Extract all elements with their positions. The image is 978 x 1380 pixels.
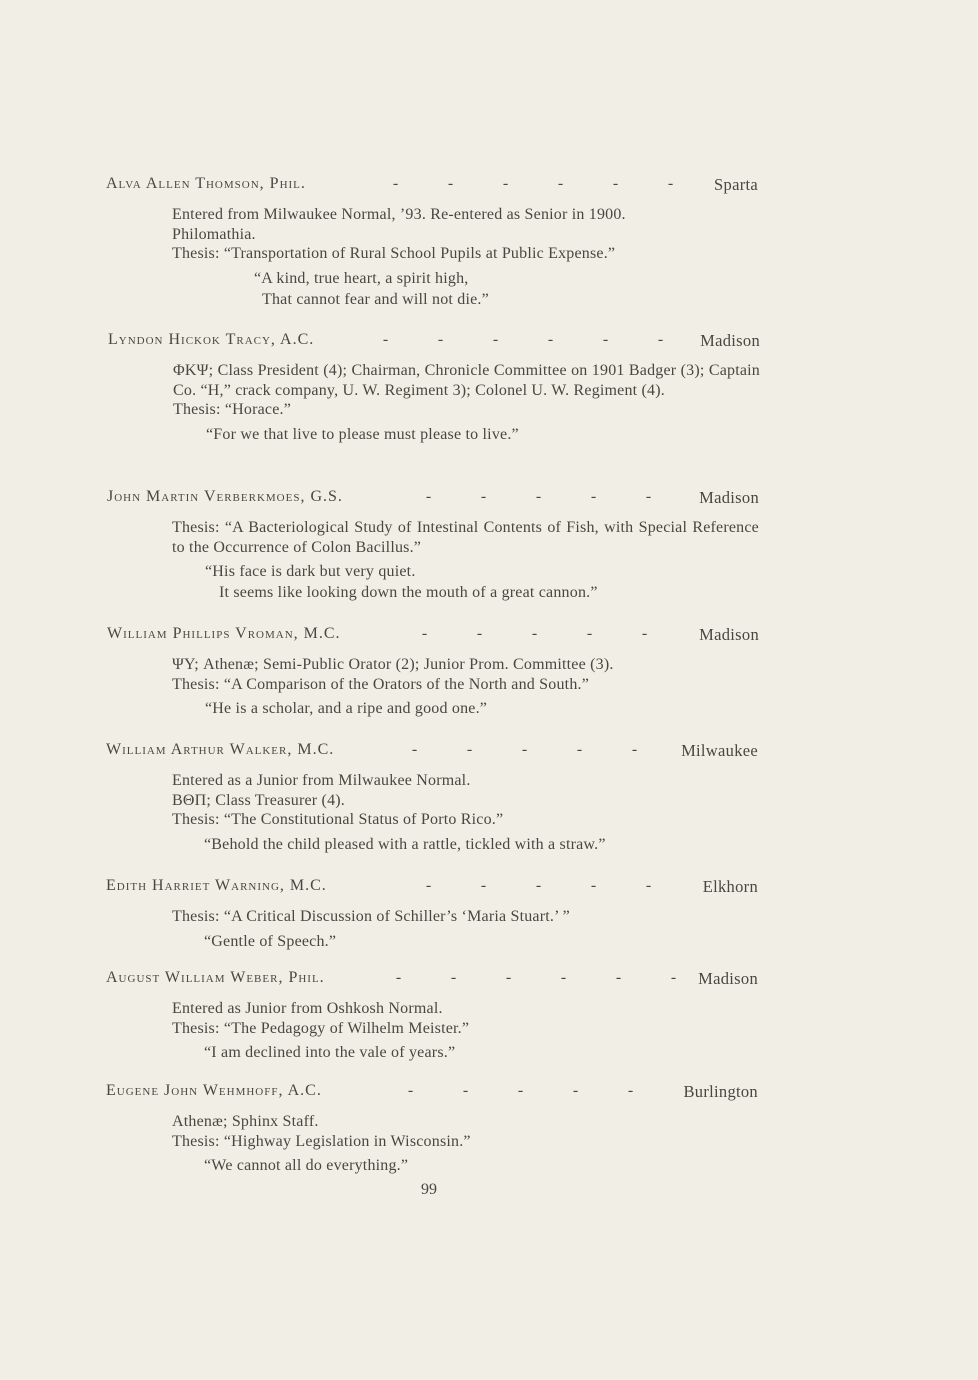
entry-walker [106,741,758,855]
detail-line: Entered as Junior from Oshkosh Normal. [172,1000,443,1017]
quote-line: It seems like looking down the mouth of a great cannon.” [219,584,598,601]
quote-line: “For we that live to please must please to live.” [206,425,519,443]
thesis-line: Thesis: “Transportation of Rural School Pupils at Public Expense.” [172,245,616,262]
quote-line: “His face is dark but very quiet. [205,563,416,580]
detail-line: Philomathia. [172,225,256,243]
detail-paragraph: ΦΚΨ; Class President (4); Chairman, Chronicle Committee on 1901 Badger (3); Captain Co. “H,” crack company, U. W. Regiment 3); Colonel U. W. Regiment (4). [173,362,760,399]
thesis-line: Thesis: “A Critical Discussion of Schiller’s ‘Maria Stuart.’ ” [172,908,570,925]
leader-dashes: - - - - - [407,1082,634,1099]
thesis-line: Thesis: “Horace.” [173,401,292,418]
student-name: Lyndon Hickok Tracy, A.C. [108,331,315,348]
entry-quote [206,424,760,445]
page-number: 99 [421,1181,437,1198]
entry-header [106,969,758,991]
entry-header [106,175,758,197]
student-name: Edith Harriet Warning, M.C. [106,877,327,894]
entry-vroman [107,625,759,719]
entry-header [106,741,758,763]
quote-line: “Gentle of Speech.” [204,932,337,950]
entry-quote [204,834,758,855]
quote-line: “I am declined into the vale of years.” [204,1044,456,1061]
entry-quote [204,1155,758,1176]
entry-tracy [108,331,760,445]
thesis-line: Thesis: “The Pedagogy of Wilhelm Meister.” [172,1019,470,1037]
hometown: Burlington [683,1082,758,1101]
hometown: Milwaukee [681,741,758,760]
entry-quote [205,698,759,719]
entry-details [173,361,760,420]
student-name: John Martin Verberkmoes, G.S. [107,488,343,505]
leader-dashes: - - - - - - [395,969,677,986]
thesis-line: Thesis: “A Comparison of the Orators of the North and South.” [172,675,590,693]
entry-details [172,1112,758,1151]
entry-details [172,655,759,694]
student-name: Alva Allen Thomson, Phil. [106,175,306,192]
entry-wehmhoff [106,1082,758,1176]
thesis-paragraph: Thesis: “A Bacteriological Study of Intestinal Contents of Fish, with Special Reference to the Occurrence of Colon Bacillus.” [172,519,759,556]
leader-dashes: - - - - - [425,877,652,894]
thesis-line: Thesis: “Highway Legislation in Wisconsin.” [172,1132,471,1150]
leader-dashes: - - - - - [421,625,648,642]
entry-weber [106,969,758,1063]
entry-verberkmoes [107,488,759,603]
leader-dashes: - - - - - - [392,175,674,192]
entry-quote [254,268,758,310]
entry-details [172,771,758,830]
leader-dashes: - - - - - [411,741,638,758]
hometown: Sparta [714,175,758,194]
entry-header [107,625,759,647]
student-name: William Arthur Walker, M.C. [106,741,335,758]
entry-quote [204,931,758,952]
hometown: Madison [700,331,760,350]
entry-details [172,999,758,1038]
entry-details [172,518,759,557]
entry-warning [106,877,758,952]
detail-line: Entered as a Junior from Milwaukee Normal. [172,772,471,789]
detail-line: ΒΘΠ; Class Treasurer (4). [172,791,345,809]
student-name: William Phillips Vroman, M.C. [107,625,341,642]
entry-quote [204,1042,758,1063]
student-name: August William Weber, Phil. [106,969,325,986]
entry-quote [205,561,759,603]
detail-line: Entered from Milwaukee Normal, ’93. Re-entered as Senior in 1900. [172,206,626,223]
hometown: Elkhorn [702,877,758,896]
entry-header [106,1082,758,1104]
student-name: Eugene John Wehmhoff, A.C. [106,1082,322,1099]
entry-header [107,488,759,510]
entry-details [172,205,758,264]
quote-line: “A kind, true heart, a spirit high, [254,269,469,287]
entry-header [108,331,760,353]
quote-line: “We cannot all do everything.” [204,1157,409,1174]
leader-dashes: - - - - - - [382,331,664,348]
quote-line: “He is a scholar, and a ripe and good one.” [205,700,488,717]
entry-header [106,877,758,899]
entry-thomson [106,175,758,310]
hometown: Madison [698,969,758,988]
detail-line: Athenæ; Sphinx Staff. [172,1113,319,1130]
entry-details [172,907,758,927]
hometown: Madison [699,488,759,507]
hometown: Madison [699,625,759,644]
detail-line: ΨΥ; Athenæ; Semi-Public Orator (2); Junior Prom. Committee (3). [172,656,614,673]
quote-line: That cannot fear and will not die.” [262,290,489,308]
quote-line: “Behold the child pleased with a rattle, tickled with a straw.” [204,835,606,853]
thesis-line: Thesis: “The Constitutional Status of Porto Rico.” [172,811,504,828]
leader-dashes: - - - - - [425,488,652,505]
